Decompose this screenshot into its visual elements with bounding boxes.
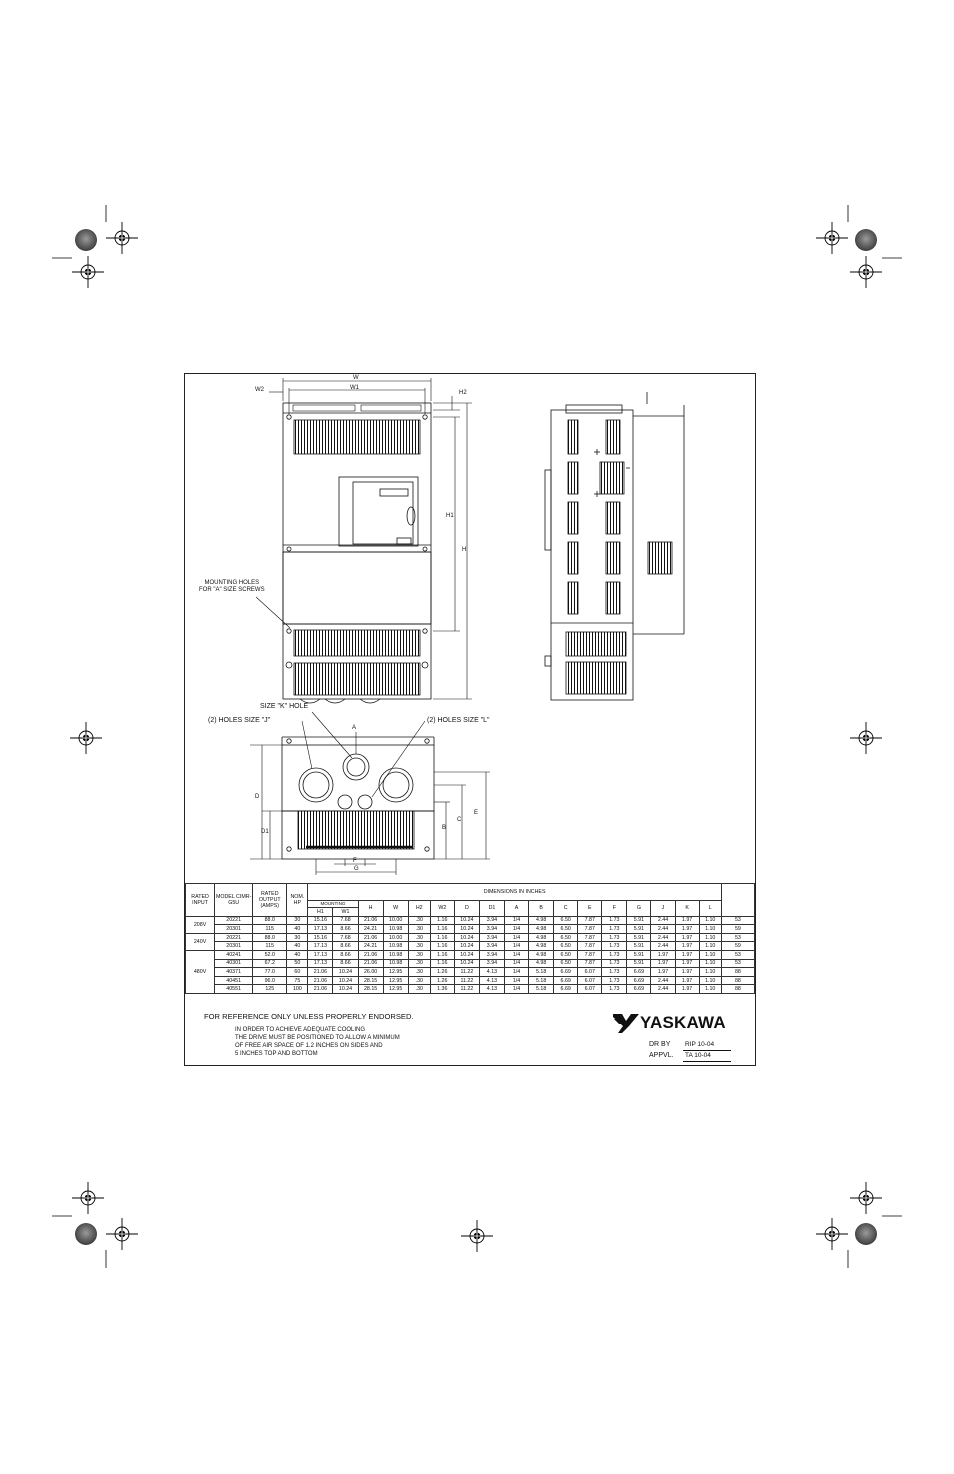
table-cell: 17.13 [308, 959, 333, 968]
table-cell: 3.94 [479, 925, 504, 934]
table-cell: .30 [408, 916, 430, 925]
table-cell: 5.18 [529, 976, 554, 985]
col-header: F [602, 901, 627, 917]
table-cell: 8.66 [333, 959, 358, 968]
table-cell: 6.69 [554, 976, 578, 985]
table-cell: 1/4 [505, 942, 529, 951]
table-cell: 5.91 [627, 959, 651, 968]
dim-label-d: D [255, 794, 260, 800]
table-cell: 40 [287, 942, 308, 951]
header-blank [721, 884, 754, 917]
table-cell: 10.98 [383, 925, 408, 934]
table-cell: 7.87 [578, 950, 602, 959]
table-cell: 4.98 [529, 933, 554, 942]
table-cell: 24.21 [358, 925, 383, 934]
col-header: C [554, 901, 578, 917]
table-cell: 1.97 [651, 950, 675, 959]
table-cell: 1.26 [430, 968, 454, 977]
table-cell: 1.16 [430, 933, 454, 942]
header-rated-input: RATED INPUT [186, 884, 215, 917]
table-cell: 21.06 [308, 985, 333, 994]
table-cell: 52.0 [253, 950, 287, 959]
table-cell: .30 [408, 985, 430, 994]
table-cell: 1/4 [505, 933, 529, 942]
table-header [186, 884, 755, 917]
table-cell: 6.69 [627, 985, 651, 994]
table-cell: 1.97 [675, 933, 699, 942]
header-dimensions: DIMENSIONS IN INCHES [308, 884, 721, 901]
table-cell: 3.94 [479, 942, 504, 951]
table-cell: 10.24 [454, 950, 479, 959]
header-rated-output-l2: (AMPS) [260, 902, 280, 909]
table-cell: 3.94 [479, 959, 504, 968]
k-hole-callout: SIZE "K" HOLE [260, 703, 309, 710]
front-view [283, 403, 431, 703]
table-cell: 4.98 [529, 950, 554, 959]
table-cell: 1.97 [675, 959, 699, 968]
table-cell: 10.98 [383, 942, 408, 951]
table-cell: 4.98 [529, 916, 554, 925]
table-cell: 40301 [215, 959, 253, 968]
table-cell: 21.06 [358, 959, 383, 968]
table-cell: 40551 [215, 985, 253, 994]
table-cell: 6.50 [554, 950, 578, 959]
notes [204, 1012, 414, 1058]
table-cell: 88 [721, 968, 754, 977]
table-cell: 7.87 [578, 916, 602, 925]
table-cell: 7.87 [578, 925, 602, 934]
table-cell: 5.91 [627, 950, 651, 959]
table-cell: 4.13 [479, 985, 504, 994]
dim-label-c: C [457, 817, 462, 823]
table-cell: 1/4 [505, 985, 529, 994]
mounting-holes-line2: FOR "A" SIZE SCREWS [199, 587, 265, 593]
table-cell: 1.10 [699, 985, 721, 994]
table-cell: 26.00 [358, 968, 383, 977]
cooling-note-line: OF FREE AIR SPACE OF 1.2 INCHES ON SIDES AND [235, 1043, 383, 1049]
table-cell: 3.94 [479, 916, 504, 925]
rated-input-cell: 480V [186, 950, 215, 993]
bottom-dimensions [250, 712, 490, 875]
table-cell: 1.10 [699, 950, 721, 959]
table-cell: 28.15 [358, 985, 383, 994]
table-cell: 8.66 [333, 925, 358, 934]
table-cell: 10.00 [383, 933, 408, 942]
table-cell: 1.73 [602, 925, 627, 934]
header-model: MODEL CIMR-G5U [215, 884, 253, 917]
signoff-block [649, 1039, 715, 1061]
table-cell: 6.07 [578, 968, 602, 977]
table-cell: 1.16 [430, 959, 454, 968]
table-cell: 1.26 [430, 976, 454, 985]
table-cell: 1.73 [602, 985, 627, 994]
dim-label-h1: H1 [446, 513, 454, 519]
dim-label-w: W [353, 375, 359, 381]
table-cell: 1.16 [430, 925, 454, 934]
dimensions-table [185, 883, 755, 994]
table-cell: 8.66 [333, 942, 358, 951]
dim-label-a: A [352, 725, 357, 731]
table-cell: 10.98 [383, 959, 408, 968]
table-cell: 1.97 [651, 968, 675, 977]
table-cell: 15.16 [308, 933, 333, 942]
appvl-value: TA 10-04 [683, 1050, 731, 1062]
table-cell: 77.0 [253, 968, 287, 977]
table-cell: 88.0 [253, 916, 287, 925]
table-cell: 6.07 [578, 985, 602, 994]
table-row [186, 942, 755, 951]
table-cell: .30 [408, 925, 430, 934]
table-cell: 21.06 [358, 933, 383, 942]
dim-label-h: H [462, 547, 467, 553]
table-cell: 1/4 [505, 959, 529, 968]
table-cell: 20301 [215, 942, 253, 951]
table-cell: 1.97 [675, 985, 699, 994]
dr-by-label: DR BY [649, 1041, 671, 1048]
appvl-label: APPVL. [649, 1052, 674, 1059]
table-cell: 10.24 [454, 925, 479, 934]
dr-by-value: RIP 10-04 [683, 1039, 731, 1051]
table-cell: 1.73 [602, 968, 627, 977]
table-cell: 1/4 [505, 976, 529, 985]
table-cell: 1.10 [699, 976, 721, 985]
l-holes-callout: (2) HOLES SIZE "L" [427, 717, 490, 724]
table-cell: 17.13 [308, 950, 333, 959]
table-cell: 10.24 [454, 933, 479, 942]
table-cell: 7.87 [578, 933, 602, 942]
col-header: E [578, 901, 602, 917]
table-cell: 2.44 [651, 925, 675, 934]
cooling-note-line: IN ORDER TO ACHIEVE ADEQUATE COOLING [235, 1027, 366, 1033]
col-header: B [529, 901, 554, 917]
table-cell: 88 [721, 985, 754, 994]
table-cell: 7.68 [333, 933, 358, 942]
table-cell: 10.24 [333, 985, 358, 994]
table-cell: 5.18 [529, 968, 554, 977]
table-cell: 50 [287, 959, 308, 968]
table-cell: 1.73 [602, 916, 627, 925]
table-cell: 1.10 [699, 925, 721, 934]
mounting-holes-line1: MOUNTING HOLES [204, 580, 260, 586]
header-nom-hp: NOM. HP [287, 884, 308, 917]
table-cell: 1.16 [430, 942, 454, 951]
table-cell: 2.44 [651, 985, 675, 994]
table-cell: 53 [721, 916, 754, 925]
table-cell: 1/4 [505, 916, 529, 925]
mounting-holes-callout [199, 580, 265, 594]
table-cell: .30 [408, 968, 430, 977]
table-body [186, 916, 755, 993]
table-cell: 40241 [215, 950, 253, 959]
table-cell: 12.95 [383, 976, 408, 985]
table-cell: 88.0 [253, 933, 287, 942]
table-cell: 10.24 [454, 942, 479, 951]
bottom-view [282, 737, 434, 859]
table-cell: 20301 [215, 925, 253, 934]
table-cell: 30 [287, 933, 308, 942]
table-row [186, 933, 755, 942]
table-cell: 21.06 [308, 976, 333, 985]
table-cell: 115 [253, 925, 287, 934]
table-cell: 6.69 [627, 976, 651, 985]
table-cell: 11.22 [454, 976, 479, 985]
table-cell: 6.50 [554, 925, 578, 934]
table-cell: 1.10 [699, 916, 721, 925]
table-cell: 2.44 [651, 933, 675, 942]
table-cell: 7.87 [578, 942, 602, 951]
table-row [186, 976, 755, 985]
dim-label-g: G [354, 866, 359, 872]
j-holes-callout: (2) HOLES SIZE "J" [208, 717, 271, 724]
table-cell: 53 [721, 933, 754, 942]
table-cell: 1.16 [430, 916, 454, 925]
col-header: H [358, 901, 383, 917]
table-cell: 1.73 [602, 976, 627, 985]
rated-input-cell: 240V [186, 933, 215, 950]
table-cell: 6.50 [554, 959, 578, 968]
header-rated-output [253, 884, 287, 917]
table-cell: 40371 [215, 968, 253, 977]
col-header: H2 [408, 901, 430, 917]
table-cell: 40 [287, 925, 308, 934]
table-cell: 40 [287, 950, 308, 959]
table-cell: 5.91 [627, 925, 651, 934]
cooling-note-line: THE DRIVE MUST BE POSITIONED TO ALLOW A MINIMUM [235, 1035, 400, 1041]
table-cell: 17.13 [308, 942, 333, 951]
table-cell: 5.91 [627, 916, 651, 925]
table-cell: 1/4 [505, 950, 529, 959]
table-cell: 7.68 [333, 916, 358, 925]
table-cell: 1.97 [651, 959, 675, 968]
table-cell: 1.97 [675, 968, 699, 977]
table-cell: 2.44 [651, 916, 675, 925]
table-cell: 1.73 [602, 933, 627, 942]
table-cell: 1/4 [505, 968, 529, 977]
col-header: H1 [308, 908, 333, 917]
table-cell: 1.97 [675, 942, 699, 951]
table-row [186, 985, 755, 994]
table-row [186, 968, 755, 977]
table-cell: 20221 [215, 933, 253, 942]
table-cell: 4.98 [529, 942, 554, 951]
table-cell: 4.13 [479, 976, 504, 985]
table-cell: 75 [287, 976, 308, 985]
table-cell: 28.15 [358, 976, 383, 985]
dim-label-h2: H2 [459, 390, 467, 396]
table-cell: 3.94 [479, 933, 504, 942]
table-row [186, 916, 755, 925]
table-cell: 1.97 [675, 950, 699, 959]
table-cell: 59 [721, 925, 754, 934]
table-cell: 10.24 [333, 976, 358, 985]
table-cell: 24.21 [358, 942, 383, 951]
col-header: L [699, 901, 721, 917]
table-cell: 53 [721, 950, 754, 959]
table-cell: 6.50 [554, 942, 578, 951]
table-cell: 20221 [215, 916, 253, 925]
table-cell: .30 [408, 933, 430, 942]
table-cell: 60 [287, 968, 308, 977]
dim-label-b: B [442, 825, 447, 831]
table-cell: 1.10 [699, 942, 721, 951]
table-cell: 1.97 [675, 976, 699, 985]
table-cell: 11.22 [454, 968, 479, 977]
col-header: G [627, 901, 651, 917]
table-cell: 1.73 [602, 942, 627, 951]
table-cell: 15.16 [308, 916, 333, 925]
table-cell: 4.13 [479, 968, 504, 977]
table-cell: 5.18 [529, 985, 554, 994]
table-cell: 115 [253, 942, 287, 951]
table-cell: 1.73 [602, 950, 627, 959]
table-cell: 4.98 [529, 925, 554, 934]
table-cell: 59 [721, 942, 754, 951]
yaskawa-logo [612, 1012, 742, 1034]
table-cell: 1.10 [699, 968, 721, 977]
table-cell: 125 [253, 985, 287, 994]
dim-label-d1: D1 [261, 829, 269, 835]
table-cell: 6.69 [627, 968, 651, 977]
table-cell: 2.44 [651, 942, 675, 951]
table-cell: 30 [287, 916, 308, 925]
reference-note: FOR REFERENCE ONLY UNLESS PROPERLY ENDORSED. [204, 1012, 414, 1021]
table-cell: 67.2 [253, 959, 287, 968]
table-cell: 5.91 [627, 933, 651, 942]
col-header: K [675, 901, 699, 917]
table-cell: .30 [408, 959, 430, 968]
table-cell: 100 [287, 985, 308, 994]
dim-label-e: E [474, 810, 479, 816]
table-cell: 1.97 [675, 916, 699, 925]
table-cell: 6.50 [554, 933, 578, 942]
table-cell: 8.66 [333, 950, 358, 959]
table-cell: .30 [408, 950, 430, 959]
col-header: W [383, 901, 408, 917]
table-cell: 3.94 [479, 950, 504, 959]
col-header: D1 [479, 901, 504, 917]
table-cell: 4.98 [529, 959, 554, 968]
cooling-note-line: 5 INCHES TOP AND BOTTOM [235, 1051, 318, 1057]
table-cell: 2.44 [651, 976, 675, 985]
table-cell: 6.69 [554, 985, 578, 994]
table-cell: 6.69 [554, 968, 578, 977]
table-cell: 5.91 [627, 942, 651, 951]
dim-label-f: F [353, 858, 357, 864]
table-cell: 12.95 [383, 985, 408, 994]
table-cell: 40451 [215, 976, 253, 985]
table-cell: 1/4 [505, 925, 529, 934]
table-cell: 96.0 [253, 976, 287, 985]
table-cell: 21.06 [358, 916, 383, 925]
side-view [545, 392, 684, 700]
table-cell: 1.16 [430, 950, 454, 959]
table-cell: 10.24 [454, 916, 479, 925]
table-cell: 10.00 [383, 916, 408, 925]
rated-input-cell: 208V [186, 916, 215, 933]
yaskawa-logo-mark [612, 1012, 640, 1034]
dim-label-w1: W1 [350, 385, 359, 391]
yaskawa-logo-text: YASKAWA [640, 1013, 726, 1032]
table-cell: 1.97 [675, 925, 699, 934]
table-cell: 6.50 [554, 916, 578, 925]
table-cell: 1.73 [602, 959, 627, 968]
table-cell: 88 [721, 976, 754, 985]
table-cell: 1.36 [430, 985, 454, 994]
table-cell: 10.98 [383, 950, 408, 959]
col-header: W1 [333, 908, 358, 917]
table-cell: .30 [408, 976, 430, 985]
table-cell: 1.10 [699, 933, 721, 942]
table-cell: 21.06 [308, 968, 333, 977]
col-header: D [454, 901, 479, 917]
header-mounting: MOUNTING [308, 901, 358, 908]
table-cell: 10.24 [333, 968, 358, 977]
col-header: J [651, 901, 675, 917]
table-cell: 12.95 [383, 968, 408, 977]
table-cell: 53 [721, 959, 754, 968]
table-cell: 7.87 [578, 959, 602, 968]
header-rated-output-l1: RATED OUTPUT [258, 890, 281, 903]
col-header: A [505, 901, 529, 917]
table-cell: 17.13 [308, 925, 333, 934]
table-row [186, 959, 755, 968]
table-cell: 11.22 [454, 985, 479, 994]
col-header: W2 [430, 901, 454, 917]
table-cell: 21.06 [358, 950, 383, 959]
dim-label-w2: W2 [255, 387, 264, 393]
table-cell: 10.24 [454, 959, 479, 968]
table-row [186, 950, 755, 959]
table-cell: 1.10 [699, 959, 721, 968]
table-cell: .30 [408, 942, 430, 951]
table-cell: 6.07 [578, 976, 602, 985]
table-row [186, 925, 755, 934]
